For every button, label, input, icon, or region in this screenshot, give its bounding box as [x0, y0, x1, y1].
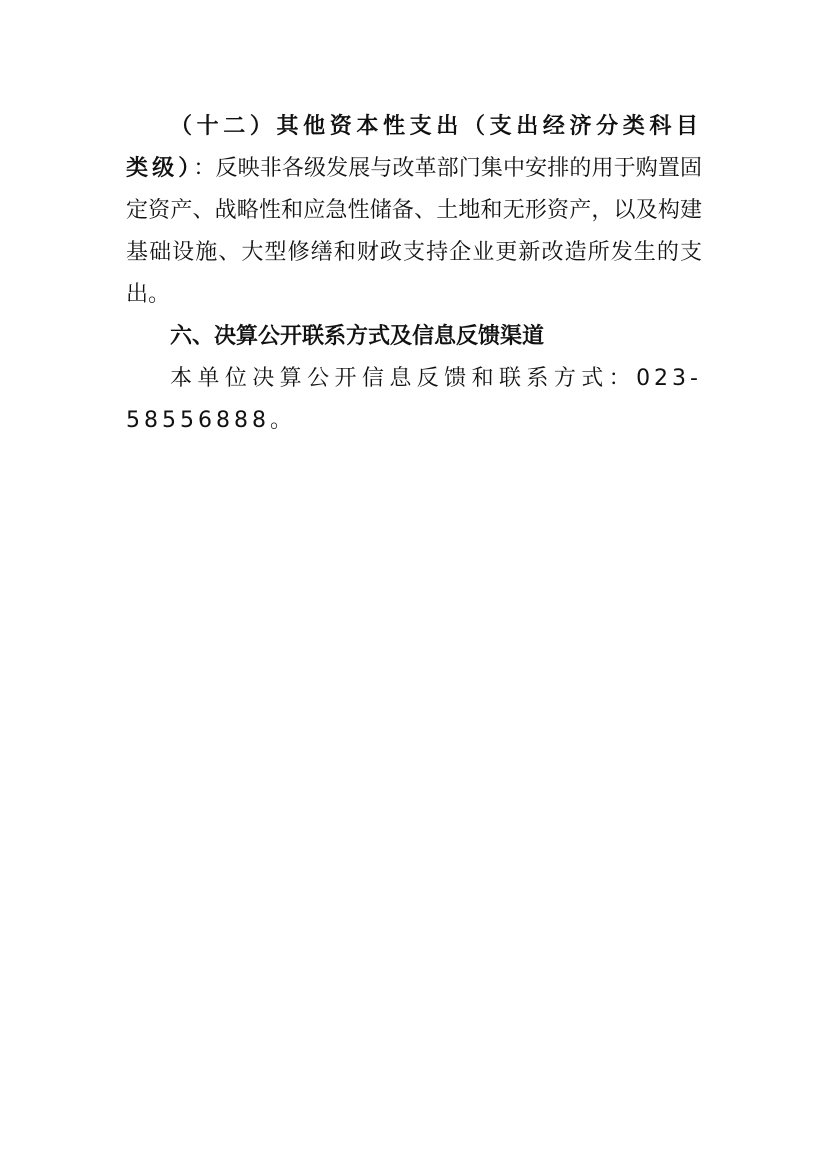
section-heading-other-capital-expenditure: （十二）其他资本性支出（支出经济分类科目类级） — [126, 114, 702, 181]
document-content — [126, 106, 702, 442]
paragraph-contact-info: 本单位决算公开信息反馈和联系方式：023-58556888。 — [126, 366, 702, 433]
section-body-other-capital-expenditure: ：反映非各级发展与改革部门集中安排的用于购置固定资产、战略性和应急性储备、土地和无形资产，以及构建基础设施、大型修缮和财政支持企业更新改造所发生的支出。 — [126, 156, 702, 307]
section-heading-contact: 六、决算公开联系方式及信息反馈渠道 — [170, 324, 545, 349]
paragraph-other-capital-expenditure — [126, 106, 702, 316]
